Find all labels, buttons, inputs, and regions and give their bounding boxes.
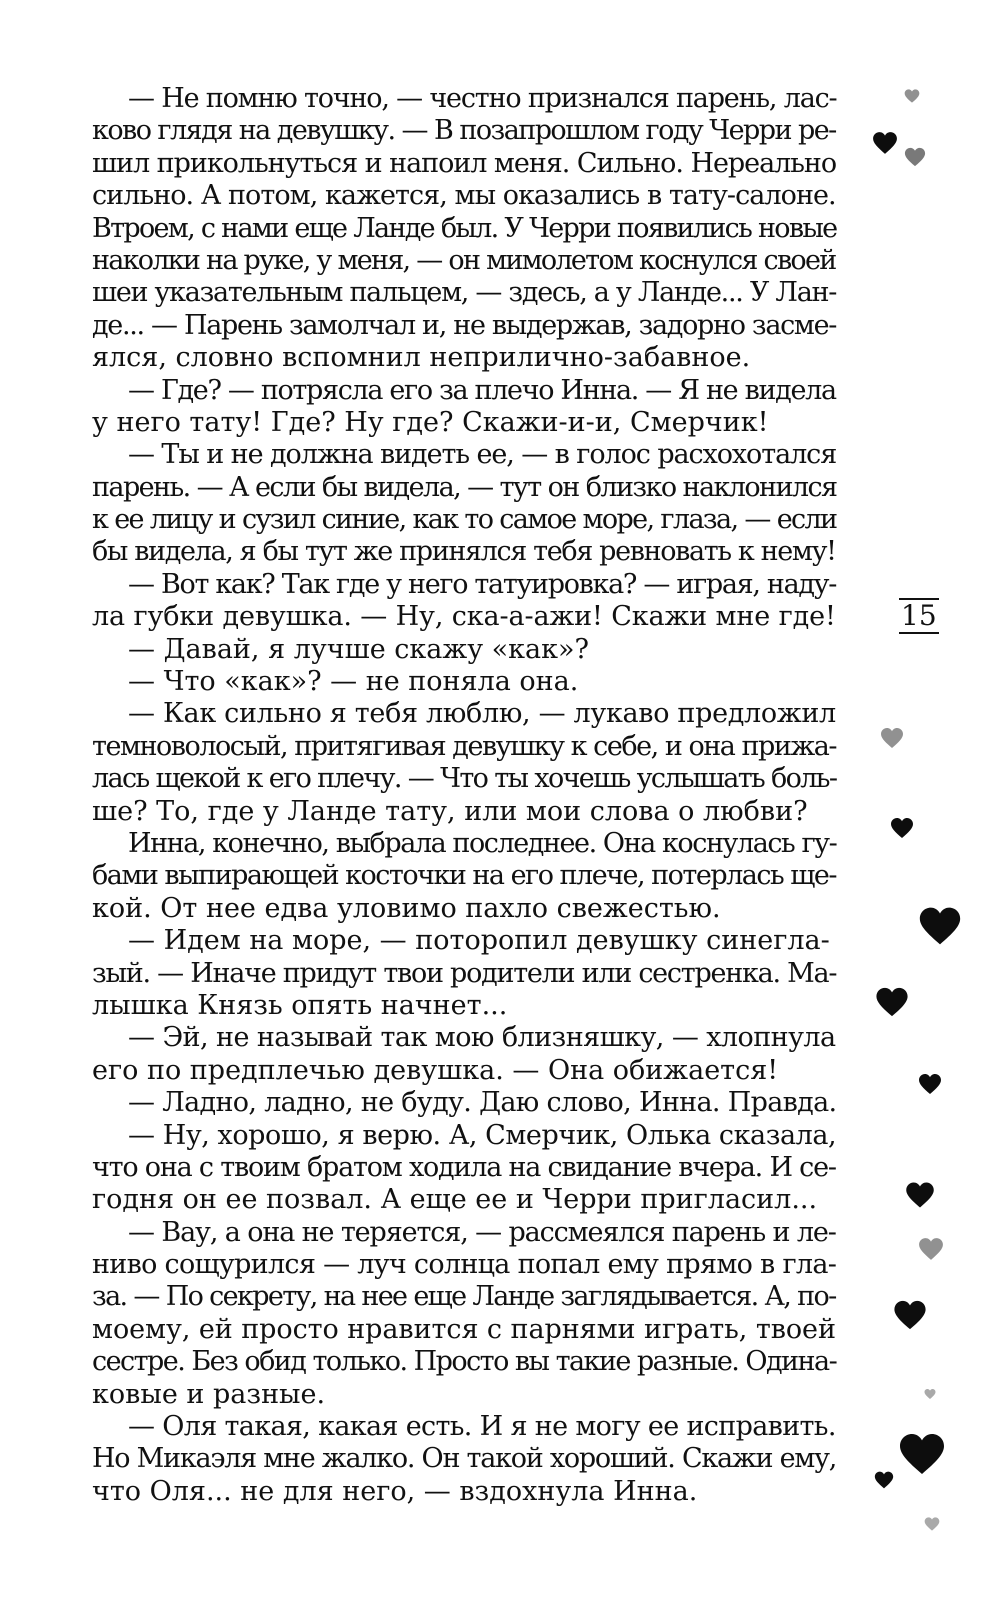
text-line: сильно. А потом, кажется, мы оказались в тату-салоне. [92, 180, 836, 212]
text-line: темноволосый, притягивая девушку к себе, и она прижа- [92, 730, 837, 762]
heart-icon [893, 1298, 927, 1332]
heart-icon [898, 1430, 946, 1478]
text-line: ше? То, где у Ланде тату, или мои слова о любви? [92, 795, 808, 827]
heart-icon [924, 1516, 940, 1532]
heart-icon [880, 726, 904, 750]
text-line: шеи указательным пальцем, — здесь, а у Ланде... У Лан- [92, 277, 837, 309]
text-line: шил прикольнуться и напоил меня. Сильно. Нереально [92, 147, 837, 179]
text-line: — Вау, а она не теряется, — рассмеялся парень и ле- [128, 1216, 836, 1248]
heart-icon [904, 146, 926, 168]
heart-icon [918, 904, 962, 948]
heart-icon [874, 1470, 894, 1490]
text-line: к ее лицу и сузил синие, как то самое море, глаза, — если [92, 504, 837, 536]
text-line: ково глядя на девушку. — В позапрошлом году Черри ре- [92, 115, 836, 147]
text-line: что Оля... не для него, — вздохнула Инна. [92, 1475, 698, 1507]
heart-icon [918, 1072, 942, 1096]
text-line: — Ты и не должна видеть ее, — в голос расхохотался [128, 439, 837, 471]
text-line: — Ну, хорошо, я верю. А, Смерчик, Олька сказала, [128, 1119, 837, 1151]
heart-icon [875, 985, 909, 1019]
text-line: — Давай, я лучше скажу «как»? [128, 633, 590, 665]
text-line: — Эй, не называй так мою близняшку, — хлопнула [128, 1022, 836, 1054]
text-line: бы видела, я бы тут же принялся тебя ревновать к нему! [92, 536, 836, 568]
heart-icon [905, 1180, 935, 1210]
body-text [92, 83, 836, 1508]
heart-icon [890, 816, 914, 840]
heart-icon [872, 130, 898, 156]
text-line: бами выпирающей косточки на его плече, потерлась ще- [92, 860, 836, 892]
text-line: что она с твоим братом ходила на свидание вчера. И се- [92, 1151, 836, 1183]
text-line: — Идем на море, — поторопил девушку синегла- [128, 925, 830, 957]
page-number: 15 [901, 599, 937, 632]
text-line: Втроем, с нами еще Ланде был. У Черри появились новые [92, 212, 837, 244]
text-line: сестре. Без обид только. Просто вы такие разные. Одина- [92, 1346, 837, 1378]
heart-icon [924, 1388, 936, 1400]
text-line: — Не помню точно, — честно признался парень, лас- [128, 83, 837, 114]
text-line: — Как сильно я тебя люблю, — лукаво предложил [128, 698, 836, 730]
text-line: ниво сощурился — луч солнца попал ему прямо в гла- [92, 1249, 837, 1281]
text-line: — Где? — потрясла его за плечо Инна. — Я не видела [128, 374, 836, 406]
text-line: ковые и разные. [92, 1378, 326, 1410]
text-line: за. — По секрету, на нее еще Ланде заглядывается. А, по- [92, 1281, 836, 1313]
text-line: — Оля такая, какая есть. И я не могу ее исправить. [128, 1411, 836, 1443]
heart-icon [904, 88, 920, 104]
text-line: — Вот как? Так где у него татуировка? — играя, наду- [128, 568, 837, 600]
text-line: Инна, конечно, выбрала последнее. Она коснулась гу- [128, 827, 837, 859]
text-line: ялся, словно вспомнил неприлично-забавное. [92, 342, 751, 374]
text-line: — Что «как»? — не поняла она. [128, 666, 579, 698]
text-line: ла губки девушка. — Ну, ска-а-ажи! Скажи мне где! [92, 601, 836, 633]
text-line: лышка Князь опять начнет... [92, 989, 508, 1021]
text-line: зый. — Иначе придут твои родители или сестренка. Ма- [92, 957, 837, 989]
text-line: парень. — А если бы видела, — тут он близко наклонился [92, 471, 837, 503]
text-line: лась щекой к его плечу. — Что ты хочешь услышать боль- [92, 763, 837, 795]
text-line: наколки на руке, у меня, — он мимолетом коснулся своей [92, 244, 836, 276]
text-line: Но Микаэля мне жалко. Он такой хороший. Скажи ему, [92, 1443, 837, 1475]
text-line: его по предплечью девушка. — Она обижается! [92, 1054, 779, 1086]
text-line: де... — Парень замолчал и, не выдержав, задорно засме- [92, 309, 837, 341]
text-line: — Ладно, ладно, не буду. Даю слово, Инна. Правда. [128, 1087, 837, 1119]
text-line: у него тату! Где? Ну где? Скажи-и-и, Смерчик! [92, 406, 769, 438]
heart-icon [918, 1236, 944, 1262]
text-line: кой. От нее едва уловимо пахло свежестью. [92, 892, 721, 924]
text-line: годня он ее позвал. А еще ее и Черри пригласил... [92, 1184, 818, 1216]
text-line: моему, ей просто нравится с парнями играть, твоей [92, 1313, 836, 1345]
